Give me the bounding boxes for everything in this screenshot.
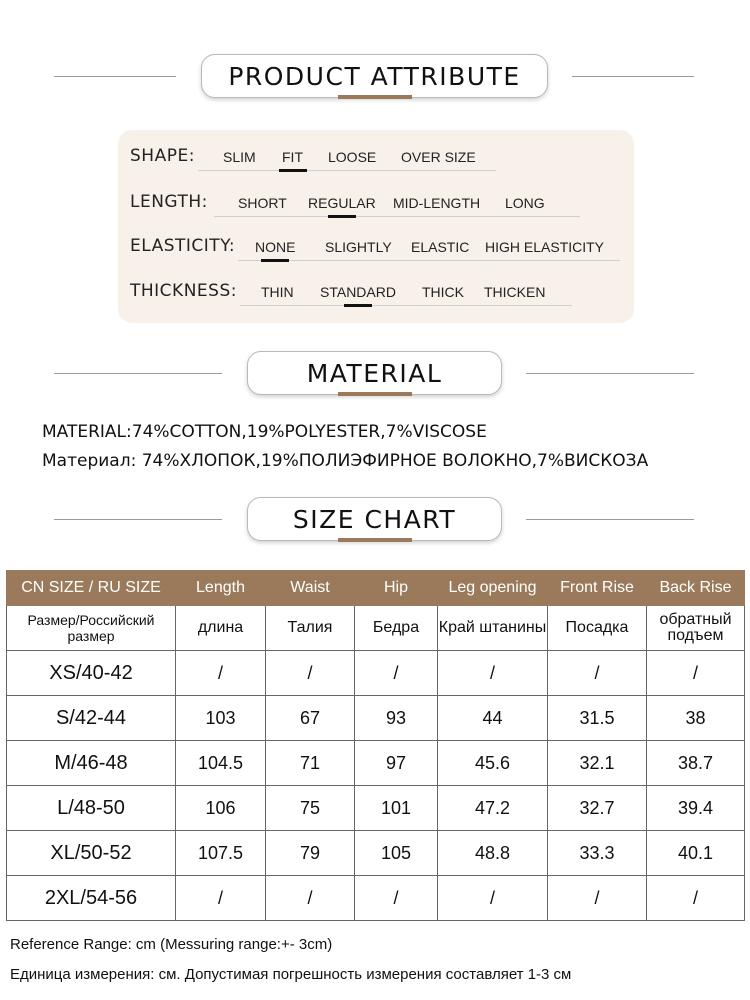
attribute-row-length: [118, 192, 634, 222]
divider-line: [54, 373, 222, 374]
attribute-row-thickness: [118, 281, 634, 311]
table-cell: /: [438, 876, 548, 921]
table-row: [7, 786, 745, 831]
table-cell: 38: [647, 696, 745, 741]
table-row: [7, 696, 745, 741]
subheader-cell: Бедра: [355, 606, 438, 651]
option-short: SHORT: [238, 195, 287, 211]
section-title-pill: [247, 497, 502, 541]
subheader-cell: Размер/Российский размер: [7, 606, 176, 651]
table-cell: /: [647, 876, 745, 921]
attribute-row-elasticity: [118, 236, 634, 266]
table-cell: 104.5: [176, 741, 266, 786]
reference-range-note-ru: Единица измерения: см. Допустимая погрешность измерения составляет 1-3 см: [10, 966, 572, 983]
table-cell: /: [176, 651, 266, 696]
title-accent-bar: [338, 538, 412, 542]
table-cell: 48.8: [438, 831, 548, 876]
header-cell: Front Rise: [548, 571, 647, 606]
material-header: [0, 351, 750, 399]
table-cell: /: [266, 651, 355, 696]
subheader-cell: длина: [176, 606, 266, 651]
attribute-label: LENGTH:: [130, 192, 208, 212]
header-cell: Back Rise: [647, 571, 745, 606]
size-cell: XS/40-42: [7, 651, 176, 696]
table-cell: /: [176, 876, 266, 921]
subheader-cell: Посадка: [548, 606, 647, 651]
size-chart-header: [0, 497, 750, 545]
material-composition-en: MATERIAL:74%COTTON,19%POLYESTER,7%VISCOSE: [42, 422, 487, 442]
table-row: [7, 741, 745, 786]
option-thin: THIN: [261, 284, 294, 300]
size-cell: S/42-44: [7, 696, 176, 741]
attribute-row-shape: [118, 146, 634, 176]
size-cell: M/46-48: [7, 741, 176, 786]
section-title: PRODUCT ATTRIBUTE: [228, 61, 521, 91]
title-accent-bar: [338, 392, 412, 396]
table-row: [7, 651, 745, 696]
table-cell: 79: [266, 831, 355, 876]
option-high-elasticity: HIGH ELASTICITY: [485, 239, 605, 255]
option-loose: LOOSE: [328, 149, 377, 165]
table-cell: 105: [355, 831, 438, 876]
subheader-cell: Талия: [266, 606, 355, 651]
header-cell: Waist: [266, 571, 355, 606]
table-cell: 32.1: [548, 741, 647, 786]
option-mid-length: MID-LENGTH: [393, 195, 481, 211]
table-row: [7, 876, 745, 921]
table-cell: 47.2: [438, 786, 548, 831]
material-composition-ru: Материал: 74%ХЛОПОК,19%ПОЛИЭФИРНОЕ ВОЛОКНО,7%ВИСКОЗА: [42, 451, 649, 471]
table-header-row: [7, 571, 745, 606]
header-cell: Leg opening: [438, 571, 548, 606]
section-title-pill: [201, 54, 548, 98]
header-cell: Hip: [355, 571, 438, 606]
option-none-selected: NONE: [255, 239, 296, 255]
option-slim: SLIM: [223, 149, 256, 165]
table-cell: 40.1: [647, 831, 745, 876]
section-title: SIZE CHART: [292, 504, 457, 534]
table-subheader-row: [7, 606, 745, 651]
subheader-cell: обратный подъем: [647, 606, 745, 651]
table-cell: /: [355, 651, 438, 696]
table-cell: 38.7: [647, 741, 745, 786]
table-cell: /: [355, 876, 438, 921]
table-cell: 101: [355, 786, 438, 831]
option-long: LONG: [505, 195, 545, 211]
table-cell: 106: [176, 786, 266, 831]
option-regular-selected: REGULAR: [308, 195, 376, 211]
table-cell: 71: [266, 741, 355, 786]
table-cell: /: [548, 876, 647, 921]
row-underline: [198, 170, 496, 171]
divider-line: [54, 76, 176, 77]
option-thick: THICK: [422, 284, 464, 300]
divider-line: [572, 76, 694, 77]
table-cell: 32.7: [548, 786, 647, 831]
row-underline: [240, 305, 572, 306]
table-cell: 75: [266, 786, 355, 831]
option-elastic: ELASTIC: [411, 239, 470, 255]
attribute-label: ELASTICITY:: [130, 236, 236, 256]
option-standard-selected: STANDARD: [320, 284, 396, 300]
option-slightly: SLIGHTLY: [325, 239, 392, 255]
table-cell: /: [548, 651, 647, 696]
table-cell: 107.5: [176, 831, 266, 876]
table-cell: 39.4: [647, 786, 745, 831]
size-cell: L/48-50: [7, 786, 176, 831]
subheader-cell: Край штанины: [438, 606, 548, 651]
size-cell: 2XL/54-56: [7, 876, 176, 921]
section-title-pill: [247, 351, 502, 395]
table-cell: /: [266, 876, 355, 921]
attribute-label: SHAPE:: [130, 146, 195, 166]
title-accent-bar: [338, 95, 412, 99]
size-chart-table: [6, 570, 745, 921]
size-cell: XL/50-52: [7, 831, 176, 876]
divider-line: [526, 519, 694, 520]
table-cell: /: [647, 651, 745, 696]
table-cell: 103: [176, 696, 266, 741]
option-thicken: THICKEN: [484, 284, 546, 300]
table-row: [7, 831, 745, 876]
section-title: MATERIAL: [306, 358, 443, 388]
attribute-label: THICKNESS:: [130, 281, 237, 301]
table-cell: 93: [355, 696, 438, 741]
row-underline: [214, 216, 580, 217]
product-attribute-header: [0, 54, 750, 102]
table-cell: 67: [266, 696, 355, 741]
option-fit-selected: FIT: [282, 149, 303, 165]
table-cell: 45.6: [438, 741, 548, 786]
table-cell: 33.3: [548, 831, 647, 876]
divider-line: [526, 373, 694, 374]
table-cell: 44: [438, 696, 548, 741]
table-cell: 31.5: [548, 696, 647, 741]
divider-line: [54, 519, 222, 520]
table-cell: /: [438, 651, 548, 696]
table-cell: 97: [355, 741, 438, 786]
row-underline: [238, 260, 620, 261]
header-cell: CN SIZE / RU SIZE: [7, 571, 176, 606]
header-cell: Length: [176, 571, 266, 606]
attribute-card: [118, 130, 634, 323]
option-over-size: OVER SIZE: [401, 149, 476, 165]
reference-range-note-en: Reference Range: cm (Messuring range:+- 3cm): [10, 936, 333, 953]
